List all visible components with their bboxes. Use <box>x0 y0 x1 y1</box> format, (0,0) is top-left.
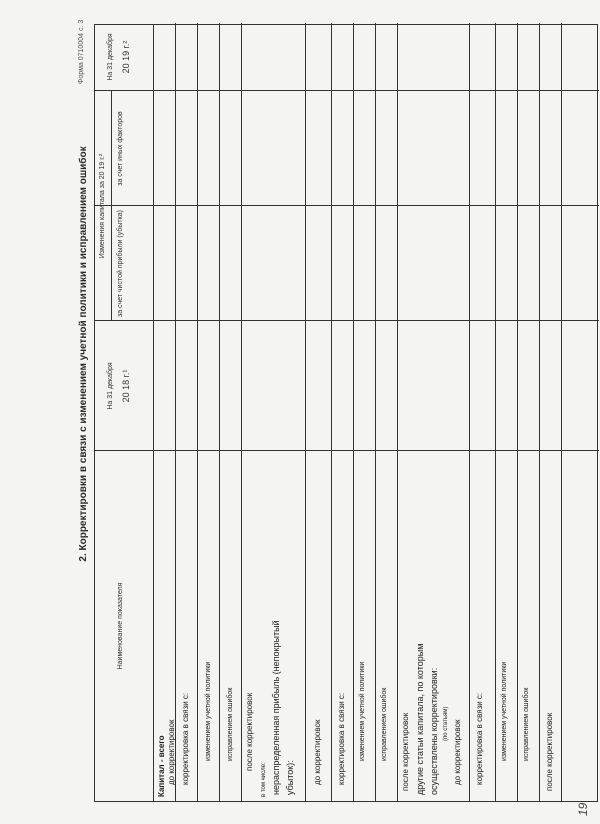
row-label: до корректировок <box>453 719 462 785</box>
row-label: корректировка в связи с: <box>337 692 346 785</box>
row-label: Капитал - всего <box>157 735 166 797</box>
row-label: до корректировок <box>167 719 176 785</box>
row-label: осуществлены корректировки: <box>429 667 439 795</box>
header-dec31-curr: На 31 декабря <box>107 33 114 81</box>
header-net-profit: за счет чистой прибыли (убытка) <box>117 209 124 318</box>
row-label: изменением учетной политики <box>205 661 212 761</box>
header-dec31-prev: На 31 декабря <box>107 362 114 410</box>
header-dec31-curr-year: 20 19 г.² <box>121 40 131 74</box>
row-label: после корректировок <box>545 712 554 791</box>
header-changes: Изменения капитала за 20 19 г.² <box>99 153 106 259</box>
corrections-table <box>94 24 598 802</box>
row-label: корректировка в связи с: <box>181 692 190 785</box>
form-code: Форма 0710004 с. 3 <box>78 19 85 84</box>
row-label: изменением учетной политики <box>501 661 508 761</box>
row-label: убыток): <box>285 760 295 795</box>
row-label: после корректировок <box>401 712 410 791</box>
row-label: в том числе: <box>261 762 267 797</box>
row-label: изменением учетной политики <box>359 661 366 761</box>
page-title: 2. Корректировки в связи с изменением учетной политики и исправлением ошибок <box>78 146 89 562</box>
row-label: исправлением ошибок <box>381 687 388 761</box>
row-label: нераспределенная прибыль (непокрытый <box>271 620 281 795</box>
row-label: до корректировок <box>313 719 322 785</box>
row-label: исправлением ошибок <box>227 687 234 761</box>
row-label: исправлением ошибок <box>523 687 530 761</box>
header-name: Наименование показателя <box>117 582 124 670</box>
header-dec31-prev-year: 20 18 г.¹ <box>121 369 131 403</box>
row-label: (по статьям) <box>443 706 449 741</box>
page-number: 19 <box>576 802 590 816</box>
row-label: после корректировок <box>245 692 254 771</box>
row-label: другие статьи капитала, по которым <box>415 643 425 795</box>
header-other-factors: за счет иных факторов <box>117 111 124 186</box>
row-label: корректировка в связи с: <box>475 692 484 785</box>
